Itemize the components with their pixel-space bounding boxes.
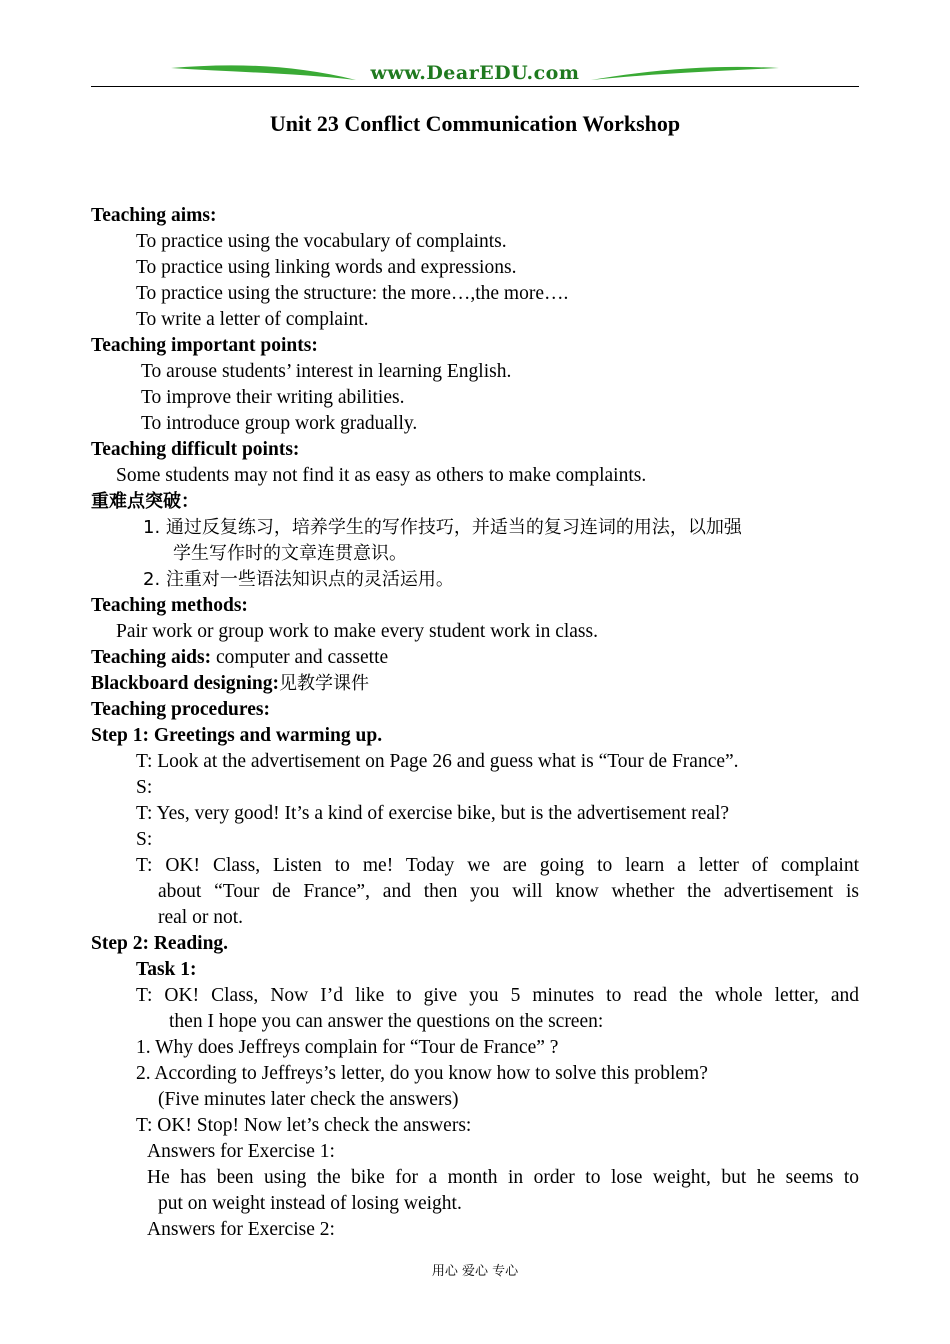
answer-line: He has been using the bike for a month in order to lose weight, but he seems to — [147, 1167, 859, 1188]
heading-difficult-points: Teaching difficult points: — [91, 439, 300, 460]
heading-teaching-aims: Teaching aims: — [91, 205, 217, 226]
aim-line: To practice using the structure: the more…,the more…. — [136, 283, 569, 304]
item-text: 通过反复练习，培养学生的写作技巧，并适当的复习连词的用法，以加强 — [165, 517, 742, 538]
numbered-item-continuation: 学生写作时的文章连贯意识。 — [173, 543, 407, 564]
page-footer: 用心 爱心 专心 — [431, 1264, 519, 1279]
note-line: (Five minutes later check the answers) — [158, 1089, 459, 1110]
label: Teaching aids: — [91, 647, 212, 668]
aim-line: To practice using the vocabulary of complaints. — [136, 231, 507, 252]
heading-important-points: Teaching important points: — [91, 335, 318, 356]
answer-label: Answers for Exercise 2: — [147, 1219, 335, 1240]
dialogue-line: then I hope you can answer the questions on the screen: — [169, 1011, 604, 1032]
point-line: To introduce group work gradually. — [141, 413, 418, 434]
answer-line: put on weight instead of losing weight. — [158, 1193, 462, 1214]
page-header — [91, 60, 859, 90]
dialogue-line: T: Yes, very good! It’s a kind of exercise bike, but is the advertisement real? — [136, 803, 730, 824]
aim-line: To write a letter of complaint. — [136, 309, 369, 330]
label: Blackboard designing: — [91, 673, 280, 694]
teaching-aids-line — [91, 645, 859, 671]
page-title: Unit 23 Conflict Communication Workshop — [269, 111, 681, 136]
difficult-point-line: Some students may not find it as easy as others to make complaints. — [116, 465, 647, 486]
numbered-item — [91, 515, 859, 541]
dialogue-line: S: — [136, 777, 153, 798]
answer-label: Answers for Exercise 1: — [147, 1141, 335, 1162]
item-text: 注重对一些语法知识点的灵活运用。 — [165, 569, 454, 590]
question-item: 2. According to Jeffreys’s letter, do you know how to solve this problem? — [136, 1063, 708, 1084]
item-number: 2. — [143, 569, 161, 590]
value: computer and cassette — [211, 647, 389, 668]
point-line: To arouse students’ interest in learning English. — [141, 361, 512, 382]
dialogue-line: T: OK! Class, Now I’d like to give you 5 minutes to read the whole letter, and — [136, 985, 859, 1006]
dialogue-line: T: Look at the advertisement on Page 26 and guess what is “Tour de France”. — [136, 751, 739, 772]
heading-task-1: Task 1: — [136, 959, 197, 980]
question-item: 1. Why does Jeffreys complain for “Tour de France” ? — [136, 1037, 559, 1058]
item-number: 1. — [143, 517, 161, 538]
point-line: To improve their writing abilities. — [141, 387, 405, 408]
methods-line: Pair work or group work to make every student work in class. — [116, 621, 598, 642]
heading-procedures: Teaching procedures: — [91, 699, 270, 720]
lesson-content — [91, 203, 859, 1243]
heading-step-2: Step 2: Reading. — [91, 933, 229, 954]
value: 见教学课件 — [279, 673, 370, 694]
heading-teaching-methods: Teaching methods: — [91, 595, 248, 616]
header-divider — [91, 86, 859, 87]
numbered-item — [91, 567, 859, 593]
dialogue-line: T: OK! Stop! Now let’s check the answers: — [136, 1115, 472, 1136]
dialogue-line: T: OK! Class, Listen to me! Today we are going to learn a letter of complaint — [136, 855, 859, 876]
blackboard-line — [91, 671, 859, 697]
heading-key-breakthrough: 重难点突破： — [91, 491, 199, 512]
dialogue-line: real or not. — [158, 907, 244, 928]
site-logo-text[interactable]: www.DearEDU.com — [370, 62, 580, 84]
dialogue-line: S: — [136, 829, 153, 850]
aim-line: To practice using linking words and expressions. — [136, 257, 517, 278]
dialogue-line: about “Tour de France”, and then you will know whether the advertisement is — [158, 881, 859, 902]
heading-step-1: Step 1: Greetings and warming up. — [91, 725, 383, 746]
